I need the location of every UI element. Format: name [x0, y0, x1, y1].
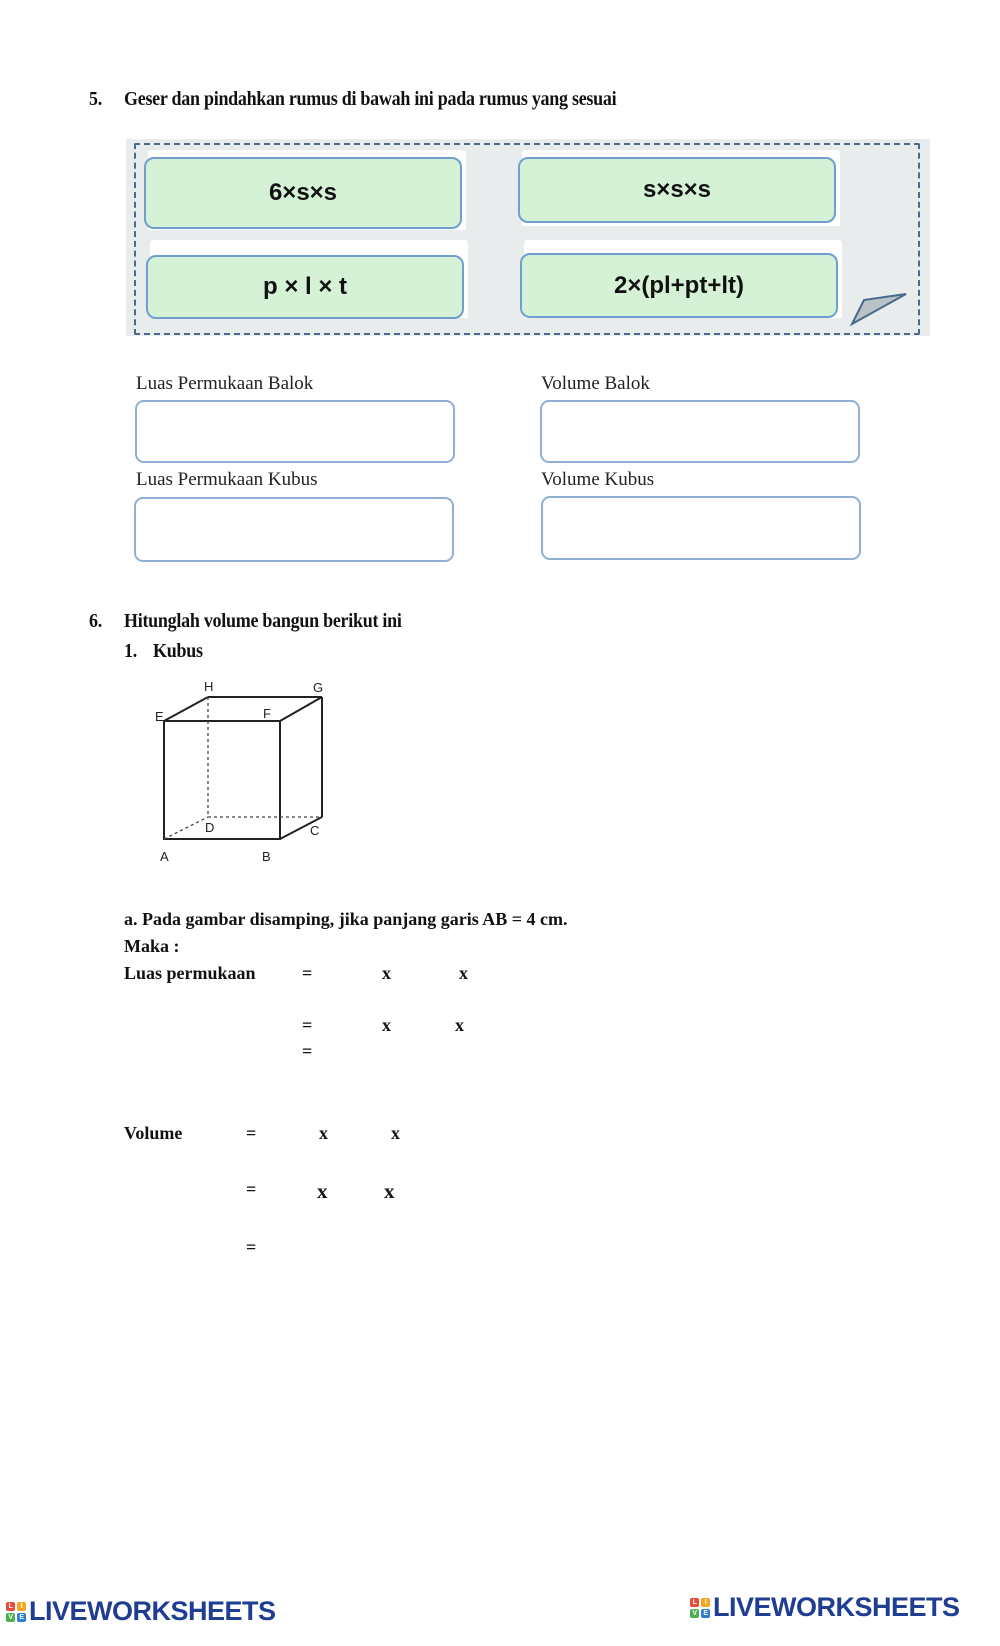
cube-hidden-edge-ad: [164, 817, 208, 839]
cube-edge-eh: [164, 697, 208, 721]
part-a-text: a. Pada gambar disamping, jika panjang garis AB = 4 cm.: [124, 909, 568, 929]
sub-question-title: Kubus: [153, 640, 203, 662]
page-curl-icon: [850, 292, 910, 328]
cube-label-d: D: [205, 820, 215, 835]
times-sign: x: [391, 1123, 400, 1143]
question-6-number: 6.: [89, 610, 102, 632]
liveworksheets-logo-right[interactable]: [690, 1592, 960, 1623]
equals-sign: =: [246, 1123, 257, 1143]
formula-card-sxsxs[interactable]: s×s×s: [518, 157, 836, 223]
drop-zone-volume-kubus[interactable]: [541, 496, 861, 560]
target-label-luas-kubus: Luas Permukaan Kubus: [136, 469, 318, 490]
drop-zone-volume-balok[interactable]: [540, 400, 860, 463]
cube-label-c: C: [310, 823, 320, 838]
target-label-luas-balok: Luas Permukaan Balok: [136, 373, 314, 394]
target-label-volume-balok: Volume Balok: [541, 373, 650, 394]
cube-label-h: H: [204, 679, 214, 694]
drop-zone-luas-balok[interactable]: [135, 400, 455, 463]
equals-sign: =: [246, 1179, 257, 1199]
cube-label-g: G: [313, 680, 324, 695]
question-6-title: Hitunglah volume bangun berikut ini: [124, 610, 402, 632]
times-sign: x: [319, 1123, 328, 1143]
volume-label: Volume: [124, 1123, 183, 1143]
equals-sign: =: [302, 1015, 313, 1035]
equals-sign: =: [302, 963, 313, 983]
luas-permukaan-label: Luas permukaan: [124, 963, 256, 983]
cube-label-f: F: [263, 706, 271, 721]
cube-diagram: [150, 675, 350, 865]
liveworksheets-brand-text: LIVEWORKSHEETS: [29, 1596, 276, 1626]
question-5-title: Geser dan pindahkan rumus di bawah ini pada rumus yang sesuai: [124, 88, 617, 110]
liveworksheets-logo-left[interactable]: [6, 1596, 276, 1627]
target-label-volume-kubus: Volume Kubus: [541, 469, 655, 490]
cube-label-e: E: [155, 709, 164, 724]
times-sign: x: [384, 1179, 395, 1203]
cube-edge-fg: [280, 697, 322, 721]
formula-card-2xplptlt[interactable]: 2×(pl+pt+lt): [520, 253, 838, 318]
maka-text: Maka :: [124, 936, 180, 956]
question-5-number: 5.: [89, 88, 102, 110]
drop-zone-luas-kubus[interactable]: [134, 497, 454, 562]
times-sign: x: [382, 1015, 391, 1035]
times-sign: x: [455, 1015, 464, 1035]
cube-label-a: A: [160, 849, 169, 864]
cube-label-b: B: [262, 849, 271, 864]
liveworksheets-logo-icon: L I V E: [690, 1598, 710, 1618]
cube-front-face: [164, 721, 280, 839]
sub-question-number: 1.: [124, 640, 137, 662]
equals-sign: =: [302, 1041, 313, 1061]
equals-sign: =: [246, 1237, 257, 1257]
times-sign: x: [382, 963, 391, 983]
liveworksheets-logo-icon: L I V E: [6, 1602, 26, 1622]
times-sign: x: [459, 963, 468, 983]
liveworksheets-brand-text: LIVEWORKSHEETS: [713, 1592, 960, 1622]
formula-card-6xsxs[interactable]: 6×s×s: [144, 157, 462, 229]
formula-card-pxlxt[interactable]: p × l × t: [146, 255, 464, 319]
times-sign: x: [317, 1179, 328, 1203]
